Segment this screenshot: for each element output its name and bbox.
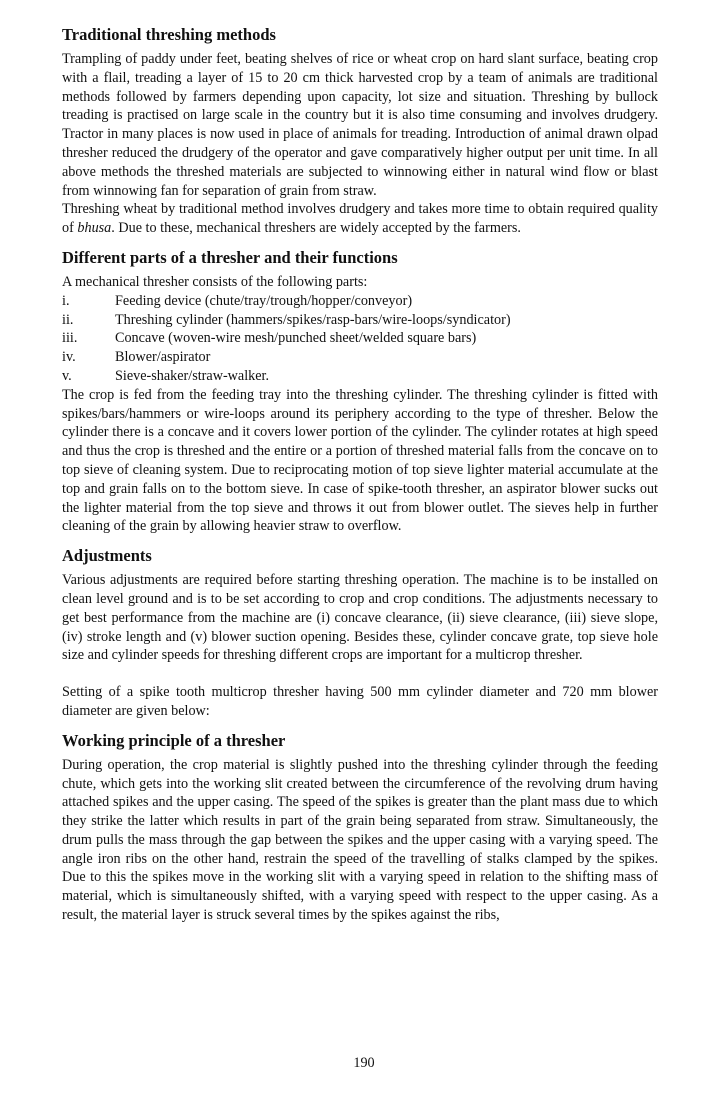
italic-term-bhusa: bhusa	[77, 220, 112, 237]
list-item	[62, 311, 658, 330]
list-item	[62, 348, 658, 367]
parts-list	[62, 292, 658, 386]
document-page	[62, 24, 658, 934]
page-number: 190	[353, 1055, 375, 1071]
paragraph-traditional-2	[62, 200, 658, 238]
paragraph-traditional-2-end: . Due to these, mechanical threshers are widely accepted by the farmers.	[111, 220, 521, 237]
list-item-number: iii.	[62, 330, 78, 347]
list-item-text: Concave (woven-wire mesh/punched sheet/welded square bars)	[115, 330, 477, 347]
paragraph-traditional-2-start: Threshing wheat by traditional method involves drudgery and takes more time to obtain required quality of	[62, 201, 658, 237]
heading-traditional-threshing: Traditional threshing methods	[62, 25, 276, 44]
section-traditional-threshing	[62, 24, 658, 238]
list-item	[62, 367, 658, 386]
heading-adjustments: Adjustments	[62, 546, 152, 566]
heading-thresher-parts: Different parts of a thresher and their functions	[62, 247, 398, 267]
list-item	[62, 292, 658, 311]
section-adjustments	[62, 545, 658, 721]
list-item-text: Feeding device (chute/tray/trough/hopper/conveyor)	[115, 292, 413, 309]
section-working-principle	[62, 730, 658, 925]
list-item	[62, 329, 658, 348]
list-item-number: ii.	[62, 311, 74, 328]
paragraph-traditional-1: Trampling of paddy under feet, beating shelves of rice or wheat crop on hard slant surface, beating crop with a flail, treading a layer of 15 to 20 cm thick harvested crop by a team of animals are traditional methods followed by farmers depending upon capacity, lot size and situation. Threshing by bullock treading is practised on large scale in the country but it is also time consuming and involves drudgery. Tractor in many places is now used in place of animals for treading. Introduction of animal drawn olpad thresher reduced the drudgery of the operator and gave comparatively higher output per unit time. In all above methods the threshed materials are subjected to winnowing either in natural wind flow or blast from winnowing fan for separation of grain from straw.	[62, 51, 658, 199]
paragraph-parts-body: The crop is fed from the feeding tray into the threshing cylinder. The threshing cylinder is fitted with spikes/bars/hammers or wire-loops around its periphery according to the type of thresher. Below the cylinder there is a concave and it covers lower portion of the cylinder. The cylinder rotates at high speed and thus the crop is threshed and the entire or a portion of threshed material falls from the concave on to top sieve of cleaning system. Due to reciprocating motion of top sieve lighter material accumulate at the top and grain falls on to the bottom sieve. In case of spike-tooth thresher, an aspirator blower sucks out the lighter material from the top sieve and throws it out from blower outlet. The sieves help in further cleaning of the grain by allowing heavier straw to overflow.	[62, 386, 658, 535]
list-item-text: Sieve-shaker/straw-walker.	[115, 367, 270, 384]
heading-working-principle: Working principle of a thresher	[62, 730, 286, 750]
paragraph-working-1: During operation, the crop material is slightly pushed into the threshing cylinder through the feeding chute, which gets into the working slit created between the circumference of the revolving drum having attached spikes and the upper casing. The speed of the spikes is greater than the plant mass due to which they strike the latter which results in part of the grain being separated from straw. Simultaneously, the drum pulls the mass through the gap between the spikes and the upper casing with a varying speed. The angle iron ribs on the other hand, restrain the speed of the travelling of stalks clamped by the spikes. Due to this the spikes move in the working slit with a varying speed in relation to the shifting mass of material, which is simultaneously shifted, with a varying speed with respect to the upper casing. As a result, the material layer is struck several times by the spikes against the ribs,	[62, 756, 658, 924]
list-item-number: i.	[62, 292, 70, 309]
section-thresher-parts	[62, 247, 658, 536]
list-item-number: v.	[62, 367, 72, 384]
list-item-text: Threshing cylinder (hammers/spikes/rasp-bars/wire-loops/syndicator)	[115, 311, 511, 328]
paragraph-adjustments-2: Setting of a spike tooth multicrop thresher having 500 mm cylinder diameter and 720 mm blower diameter are given below:	[62, 684, 658, 719]
paragraph-adjustments-1: Various adjustments are required before starting threshing operation. The machine is to be installed on clean level ground and is to be set according to crop and crop conditions. The adjustments necessary to get best performance from the machine are (i) concave clearance, (ii) sieve clearance, (iii) sieve slope, (iv) stroke length and (v) blower suction opening. Besides these, cylinder concave grate, top sieve hole size and cylinder speeds for threshing different crops are important for a multicrop thresher.	[62, 572, 658, 664]
list-item-number: iv.	[62, 349, 76, 366]
list-item-text: Blower/aspirator	[115, 349, 211, 366]
parts-intro: A mechanical thresher consists of the following parts:	[62, 273, 368, 290]
